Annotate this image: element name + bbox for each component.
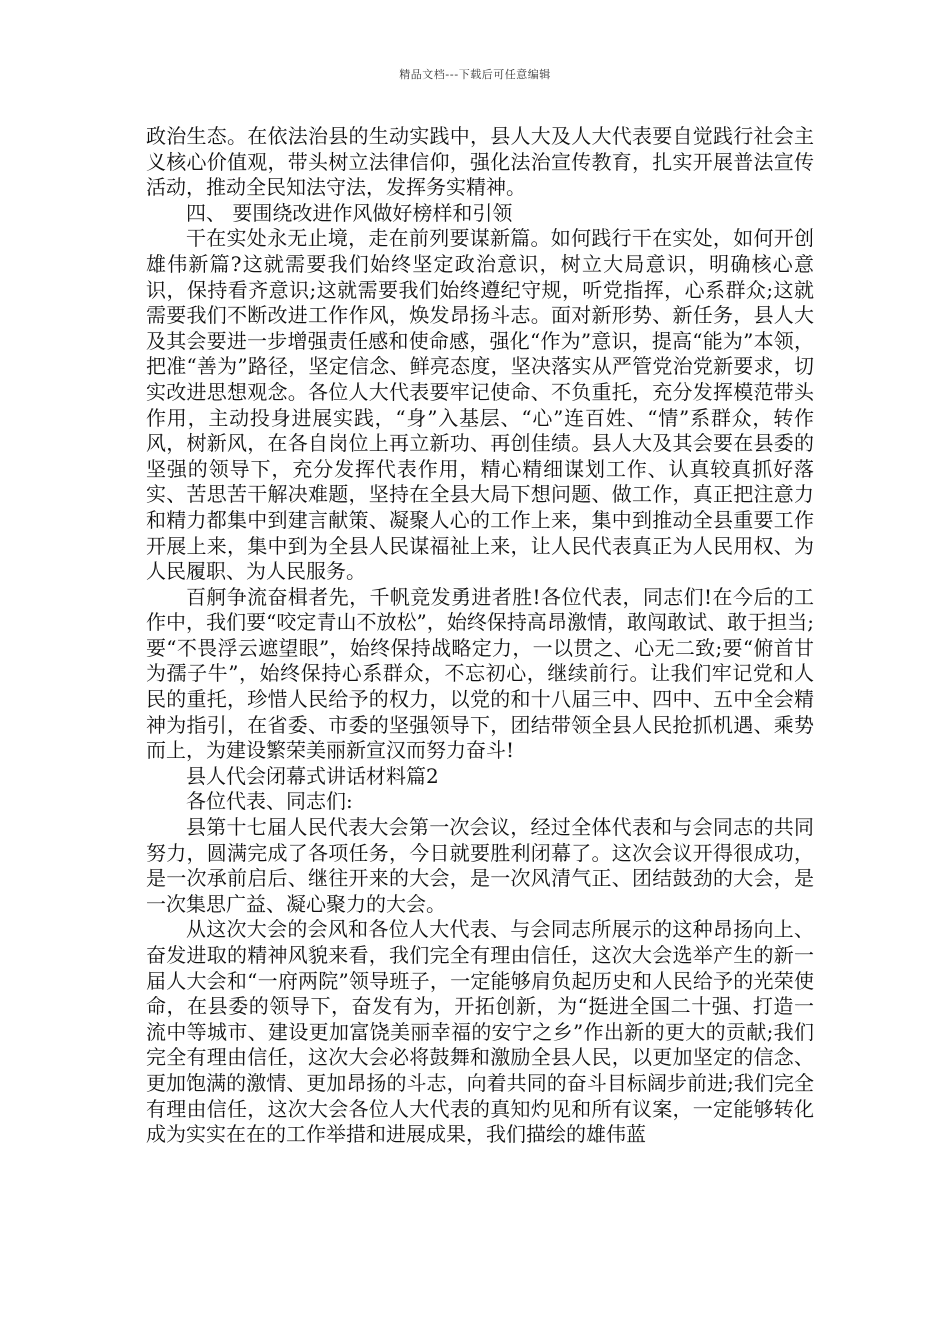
paragraph: 政治生态。在依法治县的生动实践中，县人大及人大代表要自觉践行社会主义核心价值观，带头树立法律信仰，强化法治宣传教育，扎实开展普法宣传活动，推动全民知法守法，发挥务实精神。 [146, 124, 814, 200]
page-header: 精品文档---下载后可任意编辑 [399, 68, 551, 81]
section-heading: 四、 要围绕改进作风做好榜样和引领 [186, 200, 513, 225]
salutation: 各位代表、同志们: [186, 789, 353, 814]
paragraph: 干在实处永无止境，走在前列要谋新篇。如何践行干在实处，如何开创雄伟新篇?这就需要我们始终坚定政治意识，树立大局意识，明确核心意识，保持看齐意识;这就需要我们始终遵纪守规，听党指挥，心系群众;这就需要我们不断改进工作作风，焕发昂扬斗志。面对新形势、新任务，县人大及其会要进一步增强责任感和使命感，强化“作为”意识，提高“能为”本领，把准“善为”路径，坚定信念、鲜亮态度，坚决落实从严管党治党新要求，切实改进思想观念。各位人大代表要牢记使命、不负重托，充分发挥模范带头作用，主动投身进展实践，“身”入基层、“心”连百姓、“情”系群众，转作风，树新风，在各自岗位上再立新功、再创佳绩。县人大及其会要在县委的坚强的领导下，充分发挥代表作用，精心精细谋划工作、认真较真抓好落实、苦思苦干解决难题，坚持在全县大局下想问题、做工作，真正把注意力和精力都集中到建言献策、凝聚人心的工作上来，集中到推动全县重要工作开展上来，集中到为全县人民谋福祉上来，让人民代表真正为人民用权、为人民履职、为人民服务。 [146, 226, 814, 584]
article-title: 县人代会闭幕式讲话材料篇2 [186, 763, 439, 788]
document-body [146, 124, 814, 1148]
paragraph: 百舸争流奋楫者先，千帆竞发勇进者胜!各位代表，同志们!在今后的工作中，我们要“咬定青山不放松”，始终保持高昂激情，敢闯敢试、敢于担当;要“不畏浮云遮望眼”，始终保持战略定力，一以贯之、心无二致;要“俯首甘为孺子牛”，始终保持心系群众，不忘初心，继续前行。让我们牢记党和人民的重托，珍惜人民给予的权力，以党的和十八届三中、四中、五中全会精神为指引，在省委、市委的坚强领导下，团结带领全县人民抢抓机遇、乘势而上，为建设繁荣美丽新宣汉而努力奋斗! [146, 584, 814, 763]
paragraph: 县第十七届人民代表大会第一次会议，经过全体代表和与会同志的共同努力，圆满完成了各项任务，今日就要胜利闭幕了。这次会议开得很成功，是一次承前启后、继往开来的大会，是一次风清气正、团结鼓劲的大会，是一次集思广益、凝心聚力的大会。 [146, 815, 814, 916]
paragraph: 从这次大会的会风和各位人大代表、与会同志所展示的这种昂扬向上、奋发进取的精神风貌来看，我们完全有理由信任，这次大会选举产生的新一届人大会和“一府两院”领导班子，一定能够肩负起历史和人民给予的光荣使命，在县委的领导下，奋发有为，开拓创新，为“挺进全国二十强、打造一流中等城市、建设更加富饶美丽幸福的安宁之乡”作出新的更大的贡献;我们完全有理由信任，这次大会必将鼓舞和激励全县人民，以更加坚定的信念、更加饱满的激情、更加昂扬的斗志，向着共同的奋斗目标阔步前进;我们完全有理由信任，这次大会各位人大代表的真知灼见和所有议案，一定能够转化成为实实在在的工作举措和进展成果，我们描绘的雄伟蓝 [146, 917, 814, 1147]
